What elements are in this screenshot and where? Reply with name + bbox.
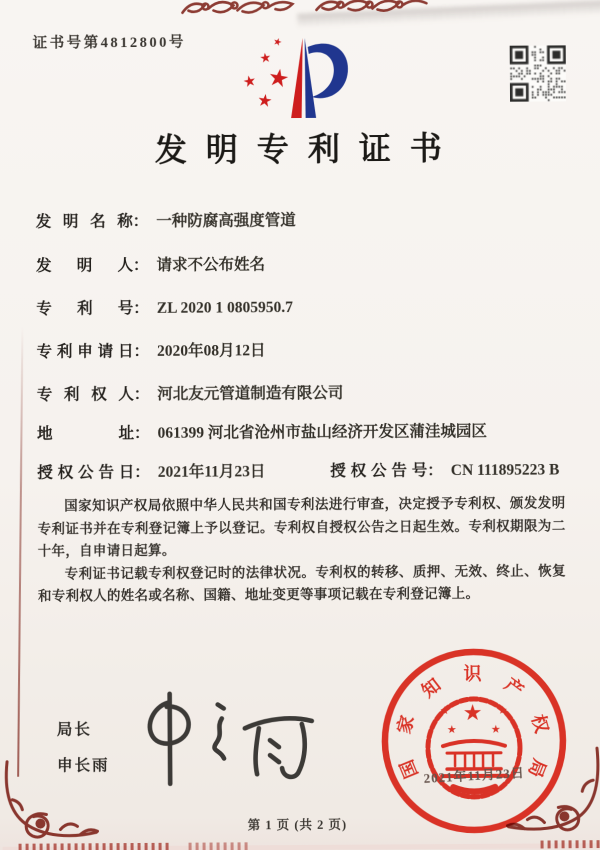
field-label: 专 利 权 人 bbox=[36, 386, 134, 404]
field-label: 授 权 公 告 号 bbox=[330, 462, 428, 480]
field-label: 地 址 bbox=[36, 425, 135, 443]
field-value: 河北友元管道制造有限公司 bbox=[157, 384, 344, 403]
colon: ： bbox=[134, 463, 150, 482]
border-fringe bbox=[189, 842, 249, 850]
field-row-grant-number bbox=[330, 457, 559, 480]
field-value: 请求不公布姓名 bbox=[156, 256, 266, 274]
field-label: 发 明 人 bbox=[35, 257, 134, 275]
field-value: CN 111895223 B bbox=[450, 461, 560, 480]
field-value: 2021年11月23日 bbox=[157, 463, 266, 481]
seal-date: 2021年11月23日 bbox=[423, 764, 526, 786]
colon: ： bbox=[132, 212, 149, 231]
field-value: 061399 河北省沧州市盐山经济开发区蒲洼城园区 bbox=[157, 422, 488, 442]
page-footer: 第 1 页 (共 2 页) bbox=[247, 817, 348, 833]
field-label: 专 利 号 bbox=[36, 300, 134, 318]
field-row-inventor bbox=[36, 250, 576, 275]
field-row-invention-name bbox=[36, 206, 576, 231]
field-value: ZL 2020 1 0805950.7 bbox=[156, 299, 293, 317]
legal-paragraph-2: 专利证书记载专利权登记时的法律状况。专利权的转移、质押、无效、终止、恢复和专利权人的姓名或名称、国籍、地址变更等事项记载在专利登记簿上。 bbox=[37, 563, 566, 604]
cnipa-logo-icon bbox=[231, 36, 362, 133]
field-row-grant-date bbox=[37, 457, 577, 482]
certificate-title: 发明专利证书 bbox=[154, 130, 461, 168]
star-icon: ★ bbox=[462, 700, 483, 727]
star-icon: ★ bbox=[271, 36, 284, 50]
colon: ： bbox=[133, 299, 149, 318]
field-row-address bbox=[37, 418, 577, 443]
field-value: 2020年08月12日 bbox=[157, 342, 266, 360]
seal-arc-text: 国 家 知 识 产 权 局 bbox=[394, 663, 552, 782]
star-icon: ★ bbox=[439, 704, 450, 718]
star-icon: ★ bbox=[490, 722, 501, 736]
star-icon: ★ bbox=[446, 723, 457, 737]
director-title: 局长 bbox=[56, 721, 92, 739]
colon: ： bbox=[133, 385, 150, 404]
official-seal-stamp bbox=[378, 645, 569, 836]
ornament-top-border bbox=[178, 0, 430, 20]
ornament-bottom-left bbox=[0, 759, 117, 850]
field-label: 授 权 公 告 日 bbox=[37, 464, 135, 482]
legal-paragraph-1: 国家知识产权局依照中华人民共和国专利法进行审查，决定授予专利权、颁发发明专利证书并在专利登记簿上予以登记。专利权自授权公告之日起生效。专利权期限为二十年，自申请日起算。 bbox=[37, 495, 566, 559]
colon: ： bbox=[133, 342, 150, 361]
colon: ： bbox=[427, 462, 443, 480]
star-icon: ★ bbox=[265, 62, 292, 94]
field-label: 专 利 申 请 日 bbox=[36, 343, 134, 361]
director-name: 申长雨 bbox=[57, 757, 110, 775]
director-signature bbox=[130, 688, 331, 794]
field-row-filing-date bbox=[36, 336, 576, 361]
star-icon: ★ bbox=[241, 71, 259, 92]
field-label: 发 明 名 称 bbox=[35, 213, 133, 231]
certificate-number: 证书号第4812800号 bbox=[32, 34, 186, 52]
field-row-patent-number bbox=[36, 293, 576, 318]
field-row-patentee bbox=[37, 379, 577, 404]
border-left-edge bbox=[17, 327, 23, 777]
field-value: 一种防腐高强度管道 bbox=[156, 212, 296, 230]
star-icon: ★ bbox=[258, 50, 273, 67]
legal-text bbox=[37, 492, 566, 608]
star-icon: ★ bbox=[255, 90, 274, 113]
colon: ： bbox=[133, 424, 150, 443]
qr-code bbox=[510, 45, 566, 101]
colon: ： bbox=[132, 256, 149, 275]
star-icon: ★ bbox=[497, 703, 508, 717]
